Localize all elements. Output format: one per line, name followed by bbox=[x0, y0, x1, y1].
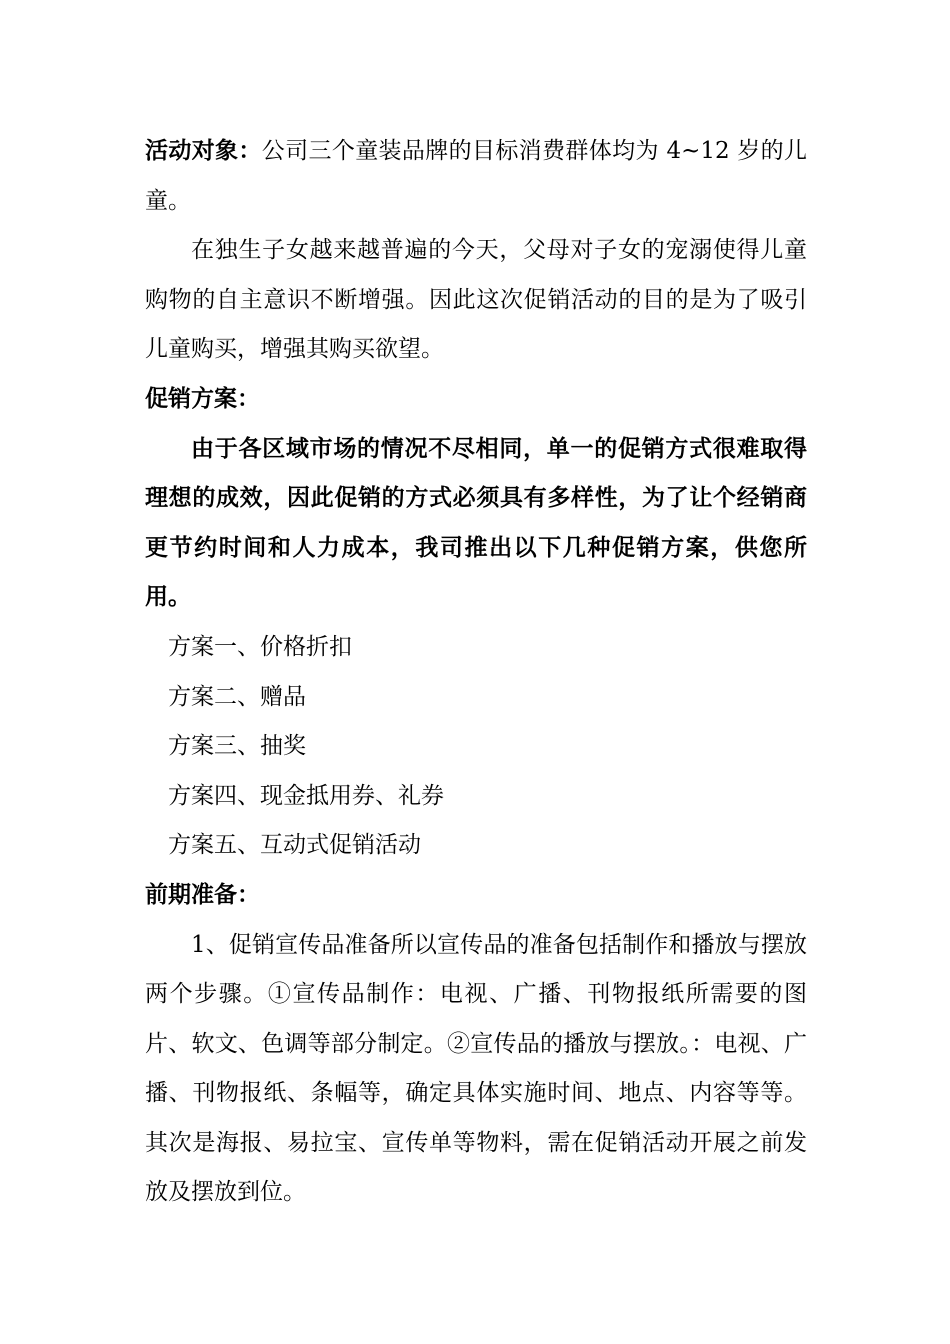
plan-item-4: 方案四、现金抵用券、礼券 bbox=[168, 782, 444, 809]
plan-item-1: 方案一、价格折扣 bbox=[168, 633, 352, 660]
document-page bbox=[145, 127, 807, 1218]
promotion-heading: 促销方案： bbox=[145, 385, 260, 412]
promotion-paragraph: 由于各区域市场的情况不尽相同，单一的促销方式很难取得理想的成效，因此促销的方式必须具有多样性，为了让个经销商更节约时间和人力成本，我司推出以下几种促销方案，供您所用。 bbox=[145, 435, 807, 611]
audience-paragraph bbox=[145, 127, 807, 226]
audience-text: 公司三个童装品牌的目标消费群体均为 4~12 岁的儿童。 bbox=[145, 138, 808, 214]
plan-item-3: 方案三、抽奖 bbox=[168, 733, 306, 760]
plan-list bbox=[145, 623, 807, 871]
plan-item-5: 方案五、互动式促销活动 bbox=[168, 832, 421, 859]
intro-paragraph: 在独生子女越来越普遍的今天，父母对子女的宠溺使得儿童购物的自主意识不断增强。因此这次促销活动的目的是为了吸引儿童购买，增强其购买欲望。 bbox=[145, 237, 807, 363]
plan-item-2: 方案二、赠品 bbox=[168, 683, 306, 710]
audience-label: 活动对象： bbox=[145, 138, 262, 164]
preparation-paragraph: 1、促销宣传品准备所以宣传品的准备包括制作和播放与摆放两个步骤。①宣传品制作：电视、广播、刊物报纸所需要的图片、软文、色调等部分制定。②宣传品的播放与摆放。：电视、广播、刊物报纸、条幅等，确定具体实施时间、地点、内容等等。其次是海报、易拉宝、宣传单等物料，需在促销活动开展之前发放及摆放到位。 bbox=[145, 931, 807, 1206]
preparation-heading: 前期准备： bbox=[145, 881, 260, 908]
